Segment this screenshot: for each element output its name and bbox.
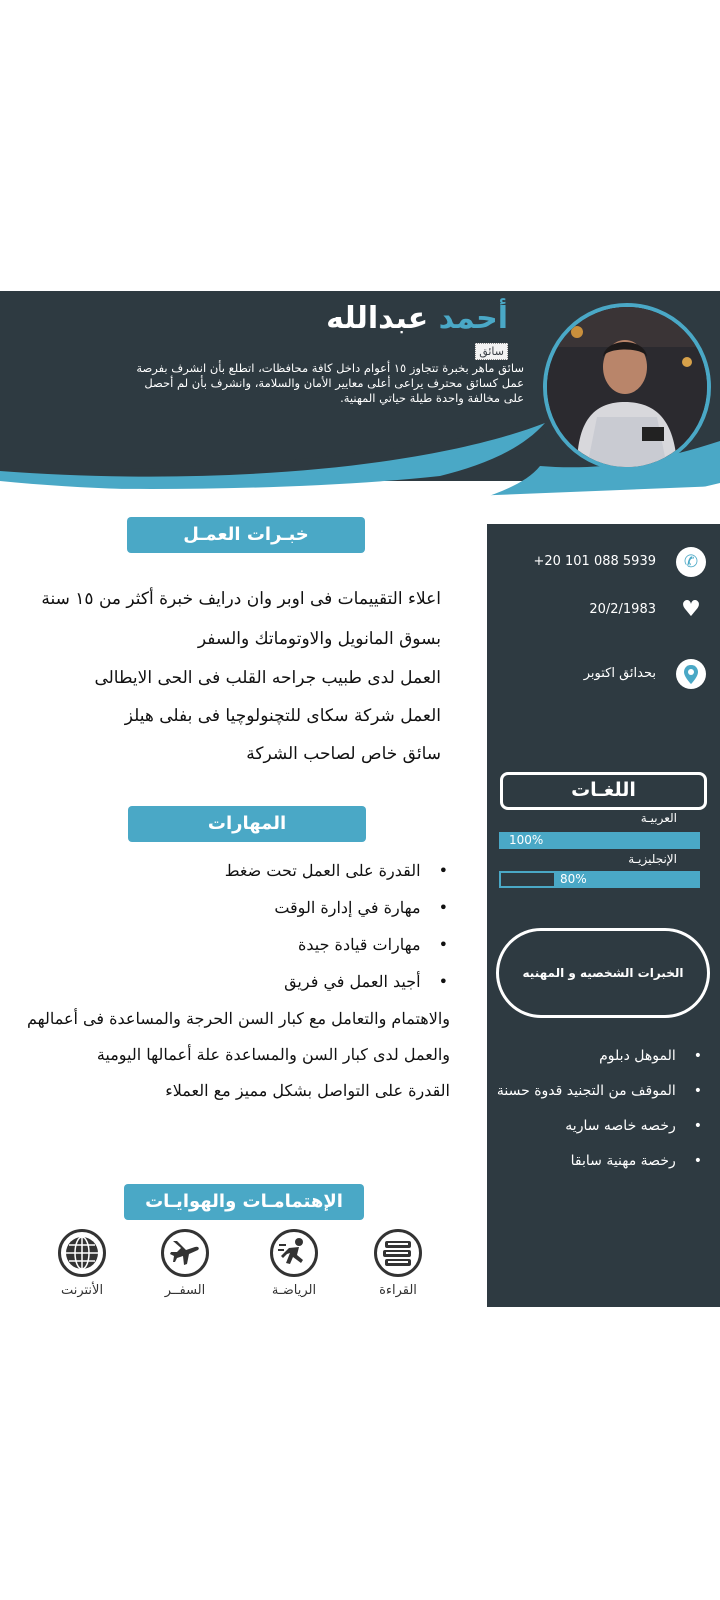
list-item: • الموهل دبلوم <box>497 1039 702 1074</box>
skills-heading: المهارات <box>128 806 366 842</box>
job-title: سائق <box>475 343 508 360</box>
experience-line: العمل لدى طبيب جراحه القلب فى الحى الايطالى <box>94 668 441 688</box>
phone-icon: ✆ <box>676 547 706 577</box>
list-item: • رخصة مهنية سابقا <box>497 1144 702 1179</box>
experience-line: اعلاء التقييمات فى اوبر وان درايف خبرة أكثر من ١٥ سنة <box>41 589 441 609</box>
profile-summary: سائق ماهر بخبرة تتجاوز ١٥ أعوام داخل كافة محافظات، اتطلع بأن انشرف بفرصة عمل كسائق محترف يراعى أعلى معايير الأمان والسلامة، وانشرف بأن لم أحصل على مخالفة واحدة طيلة حياتي المهنية. <box>136 361 524 405</box>
experience-heading: خبـرات العمـل <box>127 517 365 553</box>
skill-line: والاهتمام والتعامل مع كبار السن الحرجة والمساعدة فى أعمالهم <box>26 1009 450 1028</box>
experience-line: العمل شركة سكاى للتچنولوچيا فى بفلى هيلز <box>124 706 441 726</box>
list-item: • رخصه خاصه ساريه <box>497 1109 702 1144</box>
hobby-label: السفــر <box>164 1283 206 1298</box>
list-item: • الموقف من التجنيد قدوة حسنة <box>497 1074 702 1109</box>
language-bar-english <box>499 871 700 888</box>
first-name: أحمد <box>438 301 508 336</box>
skill-line: والعمل لدى كبار السن والمساعدة علة أعمالها اليومية <box>96 1045 450 1064</box>
hobby-travel <box>149 1229 221 1298</box>
full-name <box>326 301 508 336</box>
globe-icon <box>58 1229 106 1277</box>
skill-item: • القدرة على العمل تحت ضغط <box>225 861 448 880</box>
hobbies-heading: الإهتمامـات والهوايـات <box>124 1184 364 1220</box>
experience-line: سائق خاص لصاحب الشركة <box>246 744 441 764</box>
resume-page <box>0 291 720 1307</box>
hobby-label: القراءة <box>379 1283 417 1298</box>
language-name: الإنجليزيـة <box>628 852 677 866</box>
books-icon <box>374 1229 422 1277</box>
language-bar-arabic <box>499 832 700 849</box>
skill-item: • مهارات قيادة جيدة <box>298 935 448 954</box>
skill-item: • مهارة في إدارة الوقت <box>274 898 448 917</box>
birth-date: 20/2/1983 <box>589 602 656 617</box>
address: بحدائق اكتوبر <box>583 666 656 681</box>
language-name: العربيـة <box>640 811 677 825</box>
languages-heading: اللغـات <box>500 772 707 810</box>
hobby-internet <box>46 1229 118 1298</box>
skill-item: • أجيد العمل في فريق <box>284 972 448 991</box>
location-pin-icon <box>676 659 706 689</box>
profile-photo <box>543 303 711 471</box>
hobby-sports <box>258 1229 330 1298</box>
person-avatar <box>547 307 707 467</box>
professional-heading: الخبرات الشخصيه و المهنيه <box>496 928 710 1018</box>
language-level: 100% <box>509 833 544 847</box>
hobby-label: الأنترنت <box>60 1283 104 1298</box>
contact-address-row <box>487 657 720 697</box>
professional-list <box>497 1039 702 1179</box>
airplane-icon <box>161 1229 209 1277</box>
heart-icon: ♥ <box>681 597 701 622</box>
contact-phone-row <box>487 545 720 585</box>
contact-birth-row <box>487 593 720 633</box>
phone-number[interactable]: +20 101 088 5939 <box>533 554 656 569</box>
hobby-label: الرياضـة <box>271 1283 317 1298</box>
last-name: عبدالله <box>326 301 429 336</box>
hobby-reading <box>362 1229 434 1298</box>
experience-line: بسوق المانويل والاوتوماتك والسفر <box>197 629 441 649</box>
sidebar <box>487 524 720 1307</box>
skill-line: القدرة على التواصل بشكل مميز مع العملاء <box>165 1081 450 1100</box>
runner-icon <box>270 1229 318 1277</box>
language-level: 80% <box>560 872 587 886</box>
